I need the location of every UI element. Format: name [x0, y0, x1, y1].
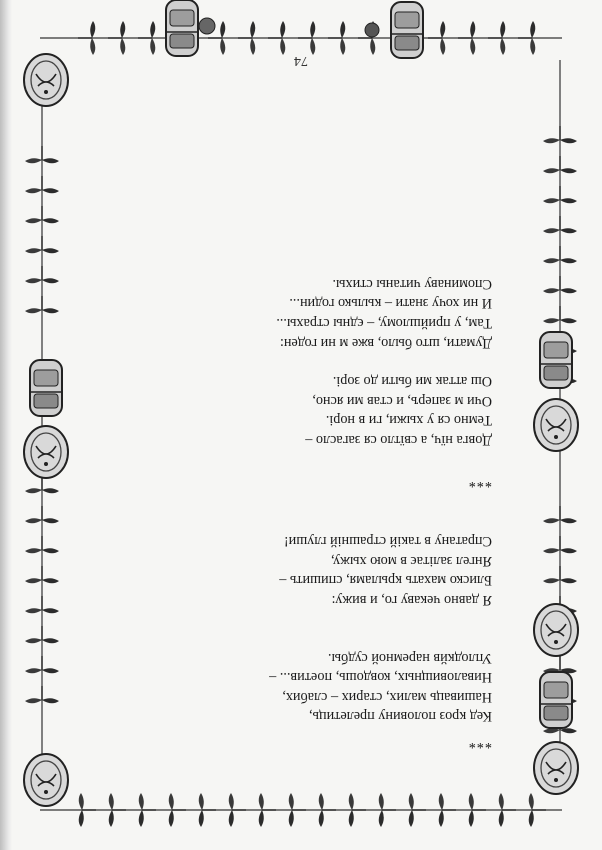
- poem-line: Думати, што было, вже м ни годен:: [279, 334, 492, 351]
- poem-separator-2: ***: [467, 473, 492, 490]
- poem-separator-1: ***: [467, 735, 492, 751]
- poem-line: Ош аттак ми быти до зорі.: [332, 373, 492, 390]
- poem-line: Там, у прийшлому, – єдны страхы...: [276, 315, 492, 332]
- poem-line: Темно ся у хыжи, ги в норі.: [325, 412, 492, 429]
- page-number: 74: [294, 53, 308, 68]
- bottom-garland: [40, 21, 562, 55]
- poem-line: Янгел залітає в мою хыжу,: [330, 552, 492, 569]
- poem-text: [92, 273, 492, 752]
- stanza-2-2: [92, 371, 492, 449]
- poem-line: Очи м заперъ, и став ми ясно,: [312, 392, 492, 409]
- poem-line: Ниваловищных, ковдошь, поетив... –: [269, 669, 492, 686]
- poem-line: И ни хочу знати – кылько годин...: [289, 295, 492, 312]
- poem-line: Споминаву читаны стихы.: [332, 275, 492, 292]
- poem-line: Спратану в такій страшній глуши!: [283, 533, 492, 550]
- poem-line: Уплодкйв наремной судбы.: [327, 649, 492, 666]
- poem-line: Довга нїч, а свїтло ся загасло –: [305, 432, 492, 449]
- poem-line: Я давно чекаву го, и вижу:: [331, 592, 492, 609]
- right-garland: [25, 60, 59, 790]
- top-garland: [40, 793, 562, 827]
- stanza-2-3: [92, 273, 492, 351]
- stanza-2-1: [92, 531, 492, 609]
- poem-line: Блиско махать крыламя, спишить –: [279, 572, 492, 589]
- poem-line: Кед кроз полoвину прелетиць,: [309, 708, 492, 725]
- poem-line: Нашиваць малих, старих – слабих,: [282, 688, 492, 705]
- stanza-1-1: [92, 647, 492, 725]
